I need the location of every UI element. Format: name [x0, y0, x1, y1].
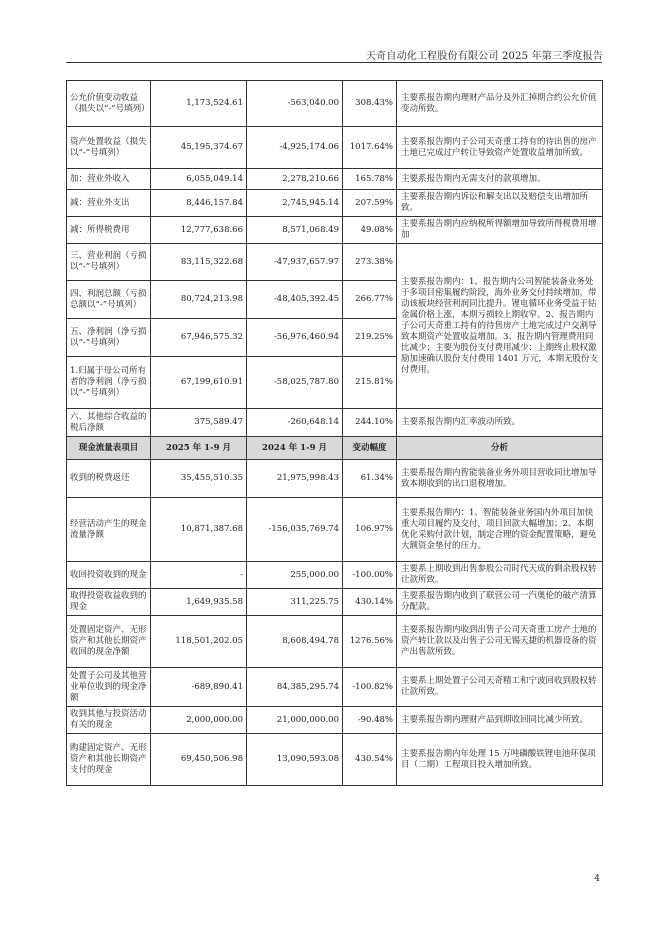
table-row	[67, 562, 603, 589]
current-period-value: 10,871,387.68	[151, 498, 247, 562]
table-row	[67, 81, 603, 127]
table-row	[67, 190, 603, 217]
change-rate: -90.48%	[343, 707, 397, 734]
change-rate: 165.78%	[343, 169, 397, 190]
prior-period-value: -48,405,392.45	[247, 281, 343, 319]
prior-period-value: 84,385,295.74	[247, 668, 343, 707]
change-rate: 266.77%	[343, 281, 397, 319]
row-label: 处置固定资产、无形资产和其他长期资产收回的现金净额	[67, 616, 151, 668]
current-period-value: 6,055,049.14	[151, 169, 247, 190]
prior-period-value: -56,976,460.94	[247, 319, 343, 357]
current-period-value: 12,777,638.66	[151, 217, 247, 244]
current-period-value: 2,000,000.00	[151, 707, 247, 734]
row-label: 收到其他与投资活动有关的现金	[67, 707, 151, 734]
change-rate: 308.43%	[343, 81, 397, 127]
change-rate: 215.81%	[343, 357, 397, 409]
change-rate: 61.34%	[343, 460, 397, 498]
analysis-text: 主要系报告期内年处理 15 万吨磷酸铁锂电池环保项目（二期）工程项目投入增加所致。	[397, 734, 603, 786]
column-header-item: 现金流量表项目	[67, 437, 151, 460]
current-period-value: 80,724,213.98	[151, 281, 247, 319]
current-period-value: 1,649,935.58	[151, 589, 247, 616]
current-period-value: 45,195,374.67	[151, 127, 247, 169]
analysis-text: 主要系报告期内：1、智能装备业务国内外项目加快重大项目履约及交付，项目回款大幅增加；2、本期优化采购付款计划，制定合理的资金配置策略，避免大额资金垫付的压力。	[397, 498, 603, 562]
prior-period-value: -58,025,787.80	[247, 357, 343, 409]
column-header-analysis: 分析	[397, 437, 603, 460]
prior-period-value: 2,745,945.14	[247, 190, 343, 217]
report-header-title: 天奇自动化工程股份有限公司 2025 年第三季度报告	[365, 51, 603, 62]
prior-period-value: 21,000,000.00	[247, 707, 343, 734]
row-label: 购建固定资产、无形资产和其他长期资产支付的现金	[67, 734, 151, 786]
change-rate: 430.54%	[343, 734, 397, 786]
analysis-text: 主要系报告期内收到了联营公司一汽奥伦的破产清算分配款。	[397, 589, 603, 616]
analysis-text: 主要系报告期内理财产品分及外汇掉期合约公允价值变动所致。	[397, 81, 603, 127]
change-rate: 219.25%	[343, 319, 397, 357]
table-row	[67, 668, 603, 707]
row-label: 减：所得税费用	[67, 217, 151, 244]
table-row	[67, 707, 603, 734]
row-label: 处置子公司及其他营业单位收到的现金净额	[67, 668, 151, 707]
prior-period-value: 13,090,593.08	[247, 734, 343, 786]
table-row	[67, 244, 603, 281]
analysis-text: 主要系报告期内理财产品到期收回同比减少所致。	[397, 707, 603, 734]
prior-period-value: 8,571,068.49	[247, 217, 343, 244]
row-label: 经营活动产生的现金流量净额	[67, 498, 151, 562]
row-label: 资产处置收益（损失以“-”号填列）	[67, 127, 151, 169]
current-period-value: 375,589.47	[151, 409, 247, 437]
prior-period-value: 21,975,998.43	[247, 460, 343, 498]
merged-analysis-text: 主要系报告期内：1、报告期内公司智能装备业务处于多项目密集履约阶段，海外业务交付持续增加，带动该板块经营利润同比提升。锂电循环业务受益于钴金属价格上涨，本期亏损较上期收窄。2、报告期内子公司天奇重工持有的待售房产土地完成过户交割导致本期资产处置收益增加。3、报告期内管理费用同比减少；主要为股份支付费用减少：上期终止股权激励加速确认股份支付费用 1401 万元，本期无股份支付费用。	[397, 244, 603, 409]
analysis-text: 主要系报告期内子公司天奇重工持有的待出售的房产土地已完成过户转让导致资产处置收益增加所致。	[397, 127, 603, 169]
change-rate: -100.82%	[343, 668, 397, 707]
analysis-text: 主要系报告期内智能装备业务外项目营收同比增加导致本期收到的出口退税增加。	[397, 460, 603, 498]
current-period-value: 8,446,157.84	[151, 190, 247, 217]
change-rate: 273.38%	[343, 244, 397, 281]
change-rate: 106.97%	[343, 498, 397, 562]
prior-period-value: -156,035,769.74	[247, 498, 343, 562]
analysis-text: 主要系报告期内汇率波动所致。	[397, 409, 603, 437]
row-label: 收到的税费返还	[67, 460, 151, 498]
change-rate: 430.14%	[343, 589, 397, 616]
prior-period-value: -260,648.14	[247, 409, 343, 437]
change-rate: 49.08%	[343, 217, 397, 244]
current-period-value: 83,115,322.68	[151, 244, 247, 281]
table-row	[67, 217, 603, 244]
current-period-value: 69,450,506.98	[151, 734, 247, 786]
current-period-value: -	[151, 562, 247, 589]
analysis-text: 主要系上期处置子公司天奇精工和宁波回收到股权转让款所致。	[397, 668, 603, 707]
prior-period-value: 2,278,210.66	[247, 169, 343, 190]
prior-period-value: -47,937,657.97	[247, 244, 343, 281]
financial-changes-table	[66, 80, 603, 786]
row-label: 四、利润总额（亏损总额以“-”号填列）	[67, 281, 151, 319]
current-period-value: 118,501,202.05	[151, 616, 247, 668]
row-label: 五、净利润（净亏损以“-”号填列）	[67, 319, 151, 357]
row-label: 加：营业外收入	[67, 169, 151, 190]
column-header-current: 2025 年 1-9 月	[151, 437, 247, 460]
change-rate: 244.10%	[343, 409, 397, 437]
current-period-value: 67,946,575.32	[151, 319, 247, 357]
table-row	[67, 616, 603, 668]
row-label: 取得投资收益收到的现金	[67, 589, 151, 616]
table-row	[67, 589, 603, 616]
table-row	[67, 460, 603, 498]
header-divider	[66, 62, 602, 63]
row-label: 三、营业利润（亏损以“-”号填列）	[67, 244, 151, 281]
prior-period-value: -4,925,174.06	[247, 127, 343, 169]
analysis-text: 主要系上期收到出售参股公司时代天成的剩余股权转让款所致。	[397, 562, 603, 589]
current-period-value: 67,199,610.91	[151, 357, 247, 409]
column-header-change: 变动幅度	[343, 437, 397, 460]
table-row	[67, 409, 603, 437]
prior-period-value: 8,608,494.78	[247, 616, 343, 668]
table-row	[67, 127, 603, 169]
change-rate: 1017.64%	[343, 127, 397, 169]
analysis-text: 主要系报告期内诉讼和解支出以及赔偿支出增加所致。	[397, 190, 603, 217]
page-number: 4	[594, 874, 600, 884]
table-row	[67, 498, 603, 562]
row-label: 六、其他综合收益的税后净额	[67, 409, 151, 437]
row-label: 1.归属于母公司所有者的净利润（净亏损以“-”号填列）	[67, 357, 151, 409]
analysis-text: 主要系报告期内应纳税所得额增加导致所得税费用增加	[397, 217, 603, 244]
table-row	[67, 734, 603, 786]
current-period-value: 1,173,524.61	[151, 81, 247, 127]
change-rate: -100.00%	[343, 562, 397, 589]
row-label: 减：营业外支出	[67, 190, 151, 217]
prior-period-value: 255,000.00	[247, 562, 343, 589]
column-header-prior: 2024 年 1-9 月	[247, 437, 343, 460]
change-rate: 207.59%	[343, 190, 397, 217]
analysis-text: 主要系报告期内收到出售子公司天奇重工房产土地的资产转让款以及出售子公司无锡天捷的机器设备的资产出售款所致。	[397, 616, 603, 668]
change-rate: 1276.56%	[343, 616, 397, 668]
analysis-text: 主要系报告期内无需支付的款项增加。	[397, 169, 603, 190]
cash-flow-header-row	[67, 437, 603, 460]
table-row	[67, 169, 603, 190]
row-label: 收回投资收到的现金	[67, 562, 151, 589]
prior-period-value: 311,225.75	[247, 589, 343, 616]
current-period-value: -689,890.41	[151, 668, 247, 707]
prior-period-value: -563,040.00	[247, 81, 343, 127]
row-label: 公允价值变动收益（损失以“-”号填列）	[67, 81, 151, 127]
current-period-value: 35,455,510.35	[151, 460, 247, 498]
